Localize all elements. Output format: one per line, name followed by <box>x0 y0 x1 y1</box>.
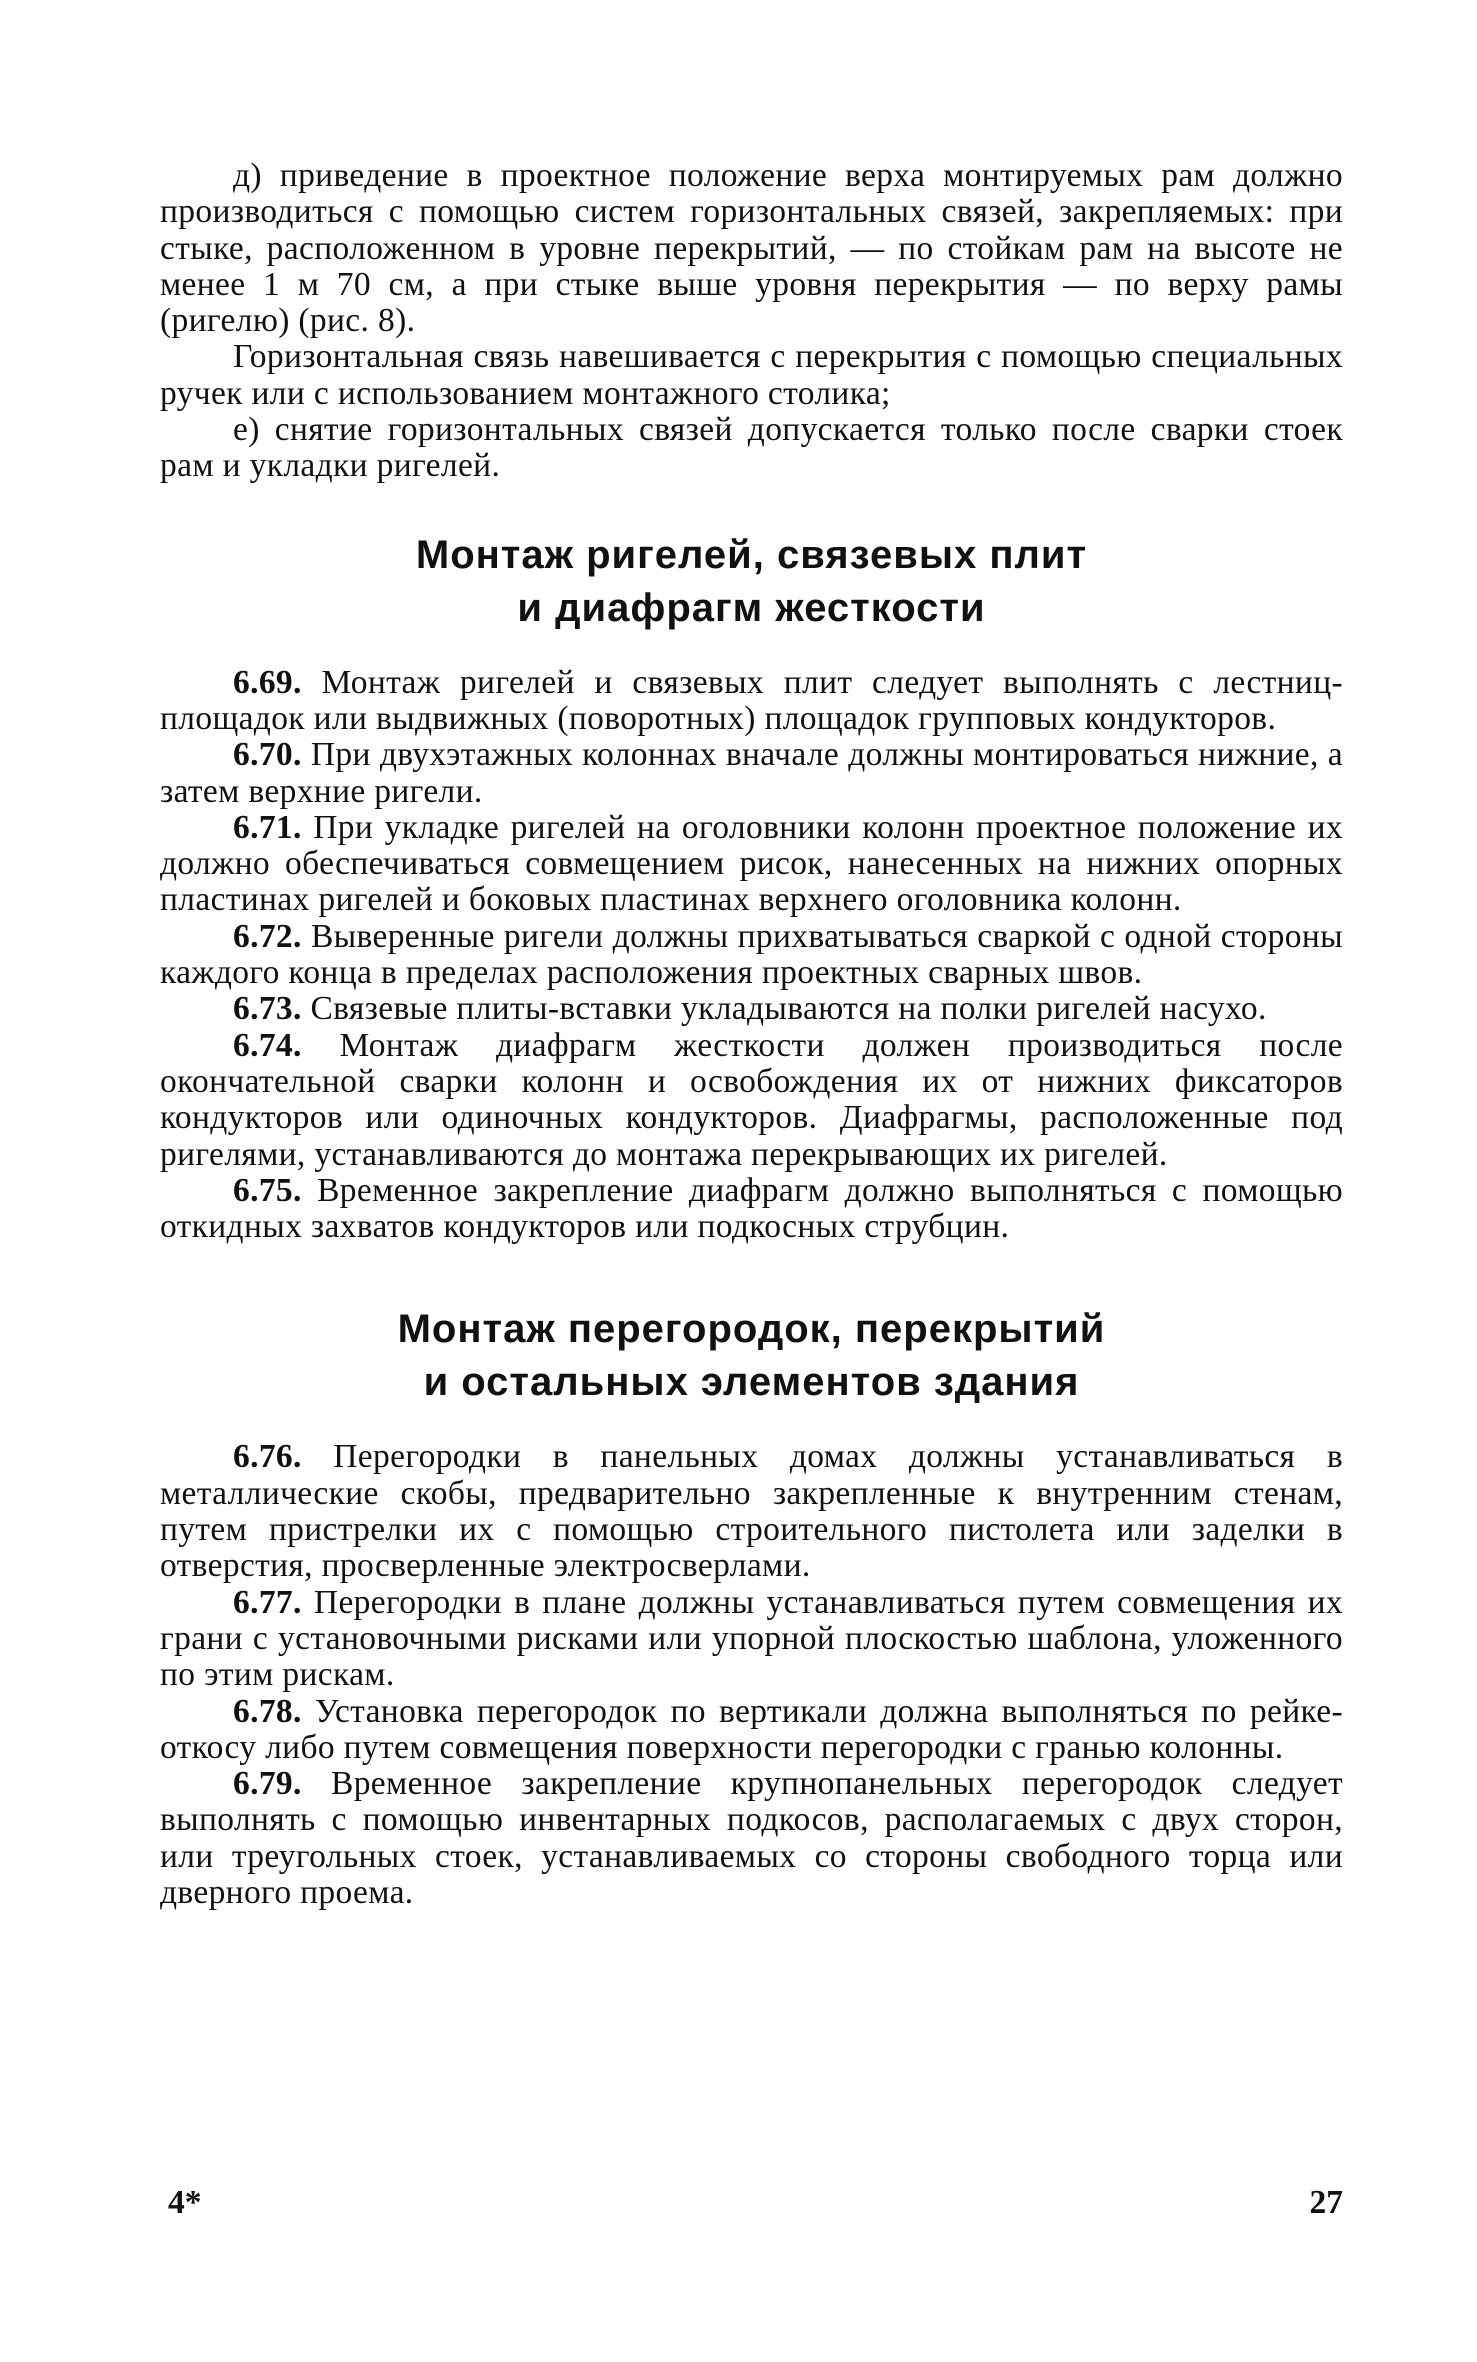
section-heading-line: и диафрагм жесткости <box>517 585 986 630</box>
section-heading-line: Монтаж ригелей, связевых плит <box>415 532 1088 577</box>
clause-6-78: 6.78. Установка перегородок по вертикали должна выполняться по рейке-откосу либо путем совмещения поверхности перегородки с гранью колонны. <box>160 1692 1343 1766</box>
clause-6-73: 6.73. Связевые плиты-вставки укладываются на полки ригелей насухо. <box>233 990 1267 1028</box>
section-heading-beams <box>160 529 1343 635</box>
clause-6-70: 6.70. При двухэтажных колоннах вначале должны монтироваться нижние, а затем верхние ригели. <box>160 736 1344 810</box>
section-heading-line: и остальных элементов здания <box>423 1360 1080 1405</box>
page-number: 27 <box>1309 2184 1343 2221</box>
clause-6-72: 6.72. Выверенные ригели должны прихватываться сваркой с одной стороны каждого конца в пределах расположения проектных сварных швов. <box>160 917 1343 992</box>
document-page <box>160 158 1343 1911</box>
page-footer <box>168 2184 1343 2222</box>
clause-6-74: 6.74. Монтаж диафрагм жесткости должен производиться после окончательной сварки колонн и освобождения их от нижних фиксаторов кондукторов или одиночных кондукторов. Диафрагмы, расположенные под ригелями, устанавливаются до монтажа перекрывающих их ригелей. <box>160 1026 1343 1173</box>
clause-6-76: 6.76. Перегородки в панельных домах должны устанавливаться в металлические скобы, предварительно закрепленные к внутренним стенам, путем пристрелки их с помощью строительного пистолета или заделки в отверстия, просверленные электросверлами. <box>160 1438 1343 1585</box>
clause-6-75: 6.75. Временное закрепление диафрагм должно выполняться с помощью откидных захватов кондукторов или подкосных струбцин. <box>160 1171 1343 1246</box>
section-items-partitions <box>160 1439 1343 1911</box>
section-items-beams <box>160 665 1343 1246</box>
clause-6-69: 6.69. Монтаж ригелей и связевых плит следует выполнять с лестниц-площадок или выдвижных (поворотных) площадок групповых кондукторов. <box>160 663 1343 737</box>
clause-6-71: 6.71. При укладке ригелей на оголовники колонн проектное положение их должно обеспечиваться совмещением рисок, нанесенных на нижних опорных пластинах ригелей и боковых пластинах верхнего оголовника колонн. <box>160 808 1343 919</box>
section-heading-partitions <box>160 1303 1343 1409</box>
clause-6-77: 6.77. Перегородки в плане должны устанавливаться путем совмещения их грани с установочными рисками или упорной плоскостью шаблона, уложенного по этим рискам. <box>160 1583 1343 1694</box>
clause-6-79: 6.79. Временное закрепление крупнопанельных перегородок следует выполнять с помощью инвентарных подкосов, располагаемых с двух сторон, или треугольных стоек, устанавливаемых со стороны свободного торца или дверного проема. <box>160 1765 1343 1911</box>
paragraph-d: д) приведение в проектное положение верха монтируемых рам должно производиться с помощью систем горизонтальных связей, закрепляемых: при стыке, расположенном в уровне перекрытий, — по стойкам рам на высоте не менее 1 м 70 см, а при стыке выше уровня перекрытия — по верху рамы (ригелю) (рис. 8). <box>160 157 1343 340</box>
paragraph-e: е) снятие горизонтальных связей допускается только после сварки стоек рам и укладки ригелей. <box>160 411 1343 485</box>
signature-mark: 4* <box>168 2184 202 2221</box>
section-heading-line: Монтаж перегородок, перекрытий <box>397 1307 1106 1352</box>
paragraph-horizontal-link: Горизонтальная связь навешивается с перекрытия с помощью специальных ручек или с использованием монтажного столика; <box>160 338 1343 412</box>
